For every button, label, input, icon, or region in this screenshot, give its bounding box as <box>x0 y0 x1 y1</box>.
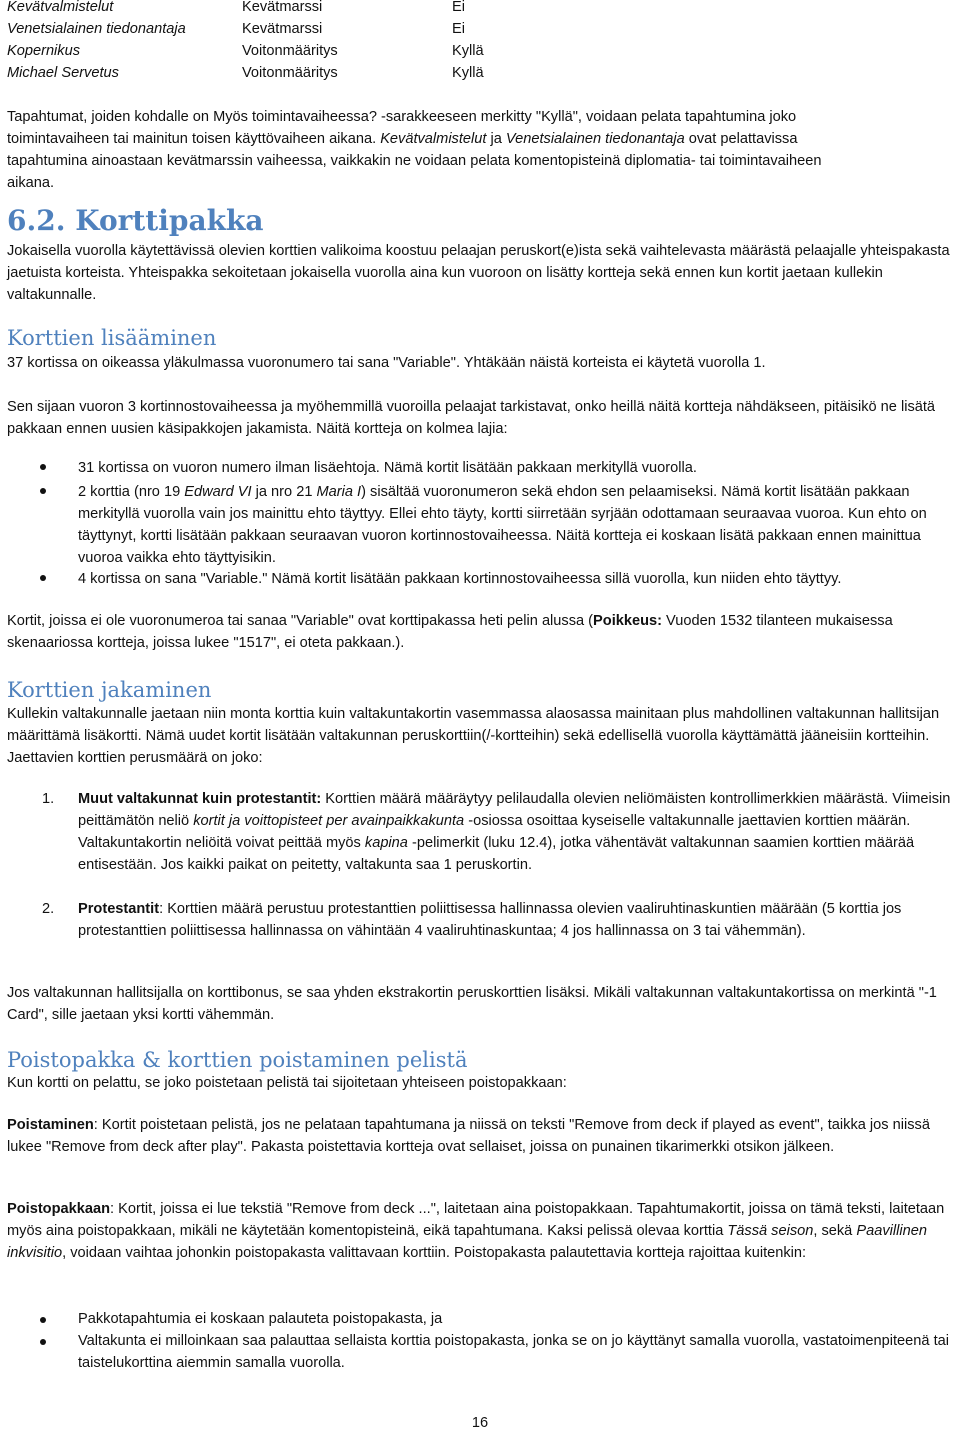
text: : Kortit, joissa ei lue tekstiä "Remove from deck ...", laitetaan aina poistopakkaan. Tapahtumakortit, joissa on tämä teksti, laitetaan myös aina poistopakkaan, mikäli ne käytetään komentopisteinä, eikä tapahtumana. Kaksi pelissä olevaa korttia <box>7 1201 945 1239</box>
text: -osiossa osoittaa kyseiselle valtakunnalle jaettavien korttien määrän. Valtakuntakortin neliöitä voivat peittää myös <box>78 813 911 851</box>
text: 2 korttia (nro 19 <box>78 484 185 500</box>
section-number: 6.2. <box>7 204 66 237</box>
table-cell-flag: Ei <box>452 0 465 15</box>
table-cell-flag: Ei <box>452 21 465 37</box>
text: -pelimerkit (luku 12.4), jotka vähentävät valtakunnan saamien korttien määrää entisestään. Jos kaikki paikat on peitetty, valtakunta saa 1 peruskortin. <box>78 835 915 873</box>
section-paragraph: Jokaisella vuorolla käytettävissä olevien korttien valikoima koostuu pelaajan peruskort(e)ista sekä vaihtelevasta määrästä pelaajalle yhteispakasta jaetuista korteista. Yhteispakka sekoitetaan jokaisella vuorolla aina kun vuoroon on lisätty kortteja sekä ennen kun kortit jaetaan kullekin valtakunnalle. <box>7 243 950 303</box>
text: Vuoden 1532 tilanteen mukaisessa skenaariossa kortteja, joissa lukee "1517", ei oteta pakkaan.). <box>7 613 893 651</box>
paragraph <box>7 610 957 654</box>
table-cell-name: Kopernikus <box>7 43 81 59</box>
text: : Korttien määrä perustuu protestanttien poliittisessa hallinnassa olevien vaaliruhtinaskuntien määrään (5 korttia jos protestanttien poliittisessa hallinnassa on vähintään 4 vaaliruhtinaskuntaa; 4 jos hallinnassa on 3 tai vähemmän). <box>78 901 902 939</box>
text: ) sisältää vuoronumeron sekä ehdon sen pelaamiseksi. Nämä kortit lisätään pakkaan merkityllä vuorolla vain jos mainittu ehto täyttyy. Ellei ehto täyty, kortti siirretään syrjään odottamaan seuraavaa vuoroa. Kun ehto on täyttynyt, kortti lisätään pakkaan seuraavan vuoron kortinnostovaiheessa. Näitä kortteja ei koskaan lisätä pakkaan ennen mainittua vuoroa vaikka ehto täyttyisikin. <box>78 484 927 566</box>
emphasis: Protestantit <box>78 901 160 917</box>
list-item: Valtakunta ei milloinkaan saa palauttaa sellaista korttia poistopakasta, jonka se on jo käyttänyt samalla vuorolla, vastatoimenpiteenä tai taistelukorttina aiemmin samalla vuorolla. <box>78 1333 949 1371</box>
list-item: 31 kortissa on vuoron numero ilman lisäehtoja. Nämä kortit lisätään pakkaan merkityllä vuorolla. <box>78 460 697 476</box>
text: ja nro 21 <box>251 484 317 500</box>
paragraph: Jos valtakunnan hallitsijalla on korttibonus, se saa yhden ekstrakortin peruskorttien lisäksi. Mikäli valtakunnan valtakuntakortissa on merkintä "-1 Card", sille jaetaan yksi kortti vähemmän. <box>7 985 937 1023</box>
text: , voidaan vaihtaa johonkin poistopakasta valittavaan korttiin. Poistopakasta palautettavia kortteja rajoittaa kuitenkin: <box>62 1245 807 1261</box>
paragraph: Sen sijaan vuoron 3 kortinnostovaiheessa ja myöhemmillä vuoroilla pelaajat tarkistavat, onko heillä näitä kortteja nähdäkseen, pitäisikö ne lisätä pakkaan ennen uusien käsipakkojen jakamista. Näitä kortteja on kolmea lajia: <box>7 399 936 437</box>
card-name: Kevätvalmistelut <box>380 131 487 147</box>
list-item <box>78 788 958 876</box>
card-name: Tässä seison <box>727 1223 814 1239</box>
section-heading <box>7 204 264 238</box>
table-cell-phase: Kevätmarssi <box>242 0 323 15</box>
table-cell-flag: Kyllä <box>452 65 484 81</box>
bullet-icon <box>40 1339 46 1345</box>
subsection-heading: Korttien lisääminen <box>7 326 217 350</box>
bullet-icon <box>40 488 46 494</box>
list-number: 2. <box>42 901 55 917</box>
emphasis: Poikkeus: <box>593 613 662 629</box>
paragraph: Kullekin valtakunnalle jaetaan niin monta korttia kuin valtakuntakortin vasemmassa alaosassa mainitaan plus mahdollinen valtakunnan hallitsijan määrittämä lisäkortti. Nämä uudet kortit lisätään valtakunnan peruskorttiin(/-kortteihin) sekä edellisellä vuorolla käyttämättä jääneisiin kortteihin. Jaettavien korttien perusmäärä on joko: <box>7 706 940 766</box>
text: toimintavaiheen tai mainitun toisen käyttövaiheen aikana. <box>7 131 381 147</box>
intro-line: Tapahtumat, joiden kohdalle on Myös toimintavaiheessa? -sarakkeeseen merkitty "Kyllä", voidaan pelata tapahtumina joko <box>7 109 797 125</box>
emphasis: Muut valtakunnat kuin protestantit: <box>78 791 322 807</box>
paragraph <box>7 1198 957 1264</box>
subsection-heading: Poistopakka & korttien poistaminen pelistä <box>7 1048 468 1072</box>
emphasis-italic: kortit ja voittopisteet per avainpaikkakunta <box>193 813 465 829</box>
list-item: 4 kortissa on sana "Variable." Nämä kortit lisätään pakkaan kortinnostovaiheessa sillä vuorolla, kun niiden ehto täyttyy. <box>78 571 842 587</box>
text: , sekä <box>813 1223 857 1239</box>
list-item <box>78 481 958 569</box>
emphasis-italic: kapina <box>364 835 408 851</box>
text: Korttien määrä määräytyy pelilaudalla olevien neliömäisten kontrollimerkkien määrästä. Viimeisin peittämätön neliö <box>78 791 951 829</box>
table-cell-name: Venetsialainen tiedonantaja <box>7 21 186 37</box>
paragraph <box>7 1114 957 1158</box>
intro-line: tapahtumina ainoastaan kevätmarssin vaiheessa, vaikkakin ne voidaan pelata komentopisteinä diplomatia- tai toimintavaiheen <box>7 153 822 169</box>
text: : Kortit poistetaan pelistä, jos ne pelataan tapahtumana ja niissä on teksti "Remove from deck if played as event", taikka jos niissä lukee "Remove from deck after play". Pakasta poistettavia kortteja ovat sellaiset, joissa on punainen tikarimerkki otsikon jälkeen. <box>7 1117 930 1155</box>
emphasis: Poistopakkaan <box>7 1201 111 1217</box>
table-cell-name: Michael Servetus <box>7 65 119 81</box>
list-number: 1. <box>42 791 55 807</box>
table-cell-phase: Voitonmääritys <box>242 65 338 81</box>
text: Kortit, joissa ei ole vuoronumeroa tai sanaa "Variable" ovat korttipakassa heti pelin alussa ( <box>7 613 594 629</box>
intro-paragraph <box>7 106 957 194</box>
text: ovat pelattavissa <box>684 131 798 147</box>
emphasis: Poistaminen <box>7 1117 94 1133</box>
bullet-icon <box>40 1317 46 1323</box>
card-name: Edward VI <box>184 484 252 500</box>
list-item: Pakkotapahtumia ei koskaan palauteta poistopakasta, ja <box>78 1311 443 1327</box>
text: ja <box>486 131 506 147</box>
card-name: Venetsialainen tiedonantaja <box>505 131 685 147</box>
page-number: 16 <box>471 1415 489 1431</box>
table-cell-name: Kevätvalmistelut <box>7 0 114 15</box>
card-name: Maria I <box>316 484 362 500</box>
subsection-heading: Korttien jakaminen <box>7 678 212 702</box>
intro-line: aikana. <box>7 175 55 191</box>
intro-line <box>7 128 957 150</box>
table-cell-flag: Kyllä <box>452 43 484 59</box>
card-name: Paavillinen inkvisitio <box>7 1223 927 1261</box>
list-item <box>78 898 958 942</box>
bullet-icon <box>40 575 46 581</box>
table-cell-phase: Voitonmääritys <box>242 43 338 59</box>
section-title: Korttipakka <box>75 204 264 237</box>
table-cell-phase: Kevätmarssi <box>242 21 323 37</box>
bullet-icon <box>40 464 46 470</box>
paragraph: Kun kortti on pelattu, se joko poistetaan pelistä tai sijoitetaan yhteiseen poistopakkaan: <box>7 1075 567 1091</box>
paragraph: 37 kortissa on oikeassa yläkulmassa vuoronumero tai sana "Variable". Yhtäkään näistä korteista ei käytetä vuorolla 1. <box>7 355 766 371</box>
